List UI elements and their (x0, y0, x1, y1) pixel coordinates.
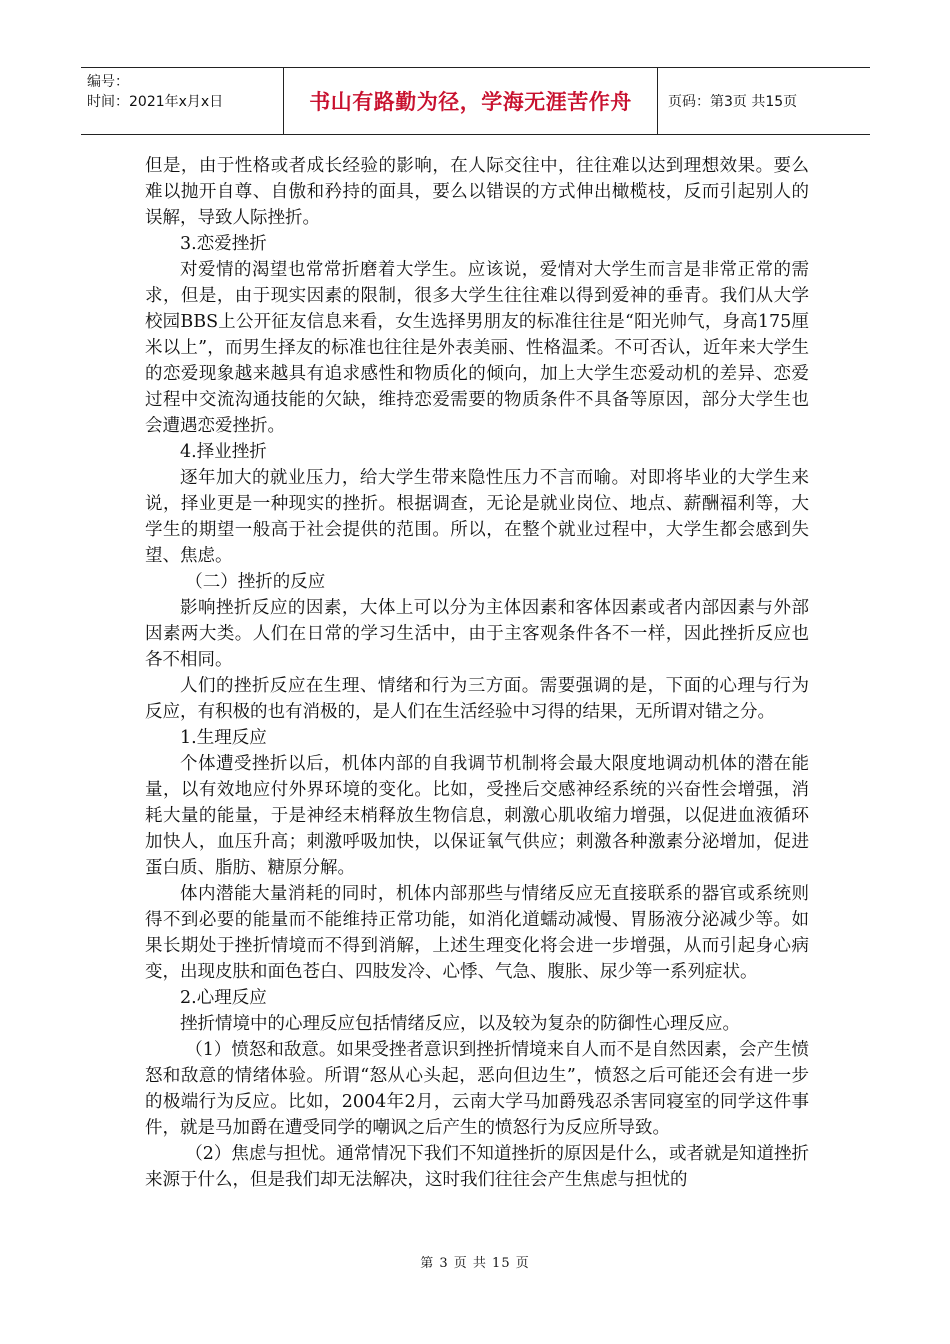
paragraph: 影响挫折反应的因素，大体上可以分为主体因素和客体因素或者内部因素与外部因素两大类。人们在日常的学习生活中，由于主客观条件各不一样，因此挫折反应也各不相同。 (145, 598, 809, 670)
header-page-info: 页码：第3页 共15页 (668, 94, 798, 110)
paragraph: 3.恋爱挫折 (180, 234, 267, 254)
page-header (81, 67, 870, 135)
paragraph: 逐年加大的就业压力，给大学生带来隐性压力不言而喻。对即将毕业的大学生来说，择业更是一种现实的挫折。根据调查，无论是就业岗位、地点、薪酬福利等，大学生的期望一般高于社会提供的范围。所以，在整个就业过程中，大学生都会感到失望、焦虑。 (145, 468, 809, 566)
header-meta (81, 68, 283, 134)
paragraph: 4.择业挫折 (180, 442, 267, 462)
document-body (145, 153, 809, 1193)
page-footer: 第 3 页 共 15 页 (420, 1256, 530, 1271)
paragraph: （1）愤怒和敌意。如果受挫者意识到挫折情境来自人而不是自然因素，会产生愤怒和敌意的情绪体验。所谓“怒从心头起，恶向但边生”，愤怒之后可能还会有进一步的极端行为反应。比如，2004年2月，云南大学马加爵残忍杀害同寝室的同学这件事件，就是马加爵在遭受同学的嘲讽之后产生的愤怒行为反应所导致。 (145, 1040, 809, 1138)
paragraph: 个体遭受挫折以后，机体内部的自我调节机制将会最大限度地调动机体的潜在能量，以有效地应付外界环境的变化。比如，受挫后交感神经系统的兴奋性会增强，消耗大量的能量，于是神经末梢释放生物信息，刺激心肌收缩力增强，以促进血液循环加快人，血压升高；刺激呼吸加快，以保证氧气供应；刺激各种激素分泌增加，促进蛋白质、脂肪、糖原分解。 (145, 754, 809, 878)
paragraph: 人们的挫折反应在生理、情绪和行为三方面。需要强调的是，下面的心理与行为反应，有积极的也有消极的，是人们在生活经验中习得的结果，无所谓对错之分。 (145, 676, 809, 722)
paragraph: 对爱情的渴望也常常折磨着大学生。应该说，爱情对大学生而言是非常正常的需求，但是，由于现实因素的限制，很多大学生往往难以得到爱神的垂青。我们从大学校园BBS上公开征友信息来看，女生选择男朋友的标准往往是“阳光帅气，身高175厘米以上”，而男生择友的标准也往往是外表美丽、性格温柔。不可否认，近年来大学生的恋爱现象越来越具有追求感性和物质化的倾向，加上大学生恋爱动机的差异、恋爱过程中交流沟通技能的欠缺，维持恋爱需要的物质条件不具备等原因，部分大学生也会遭遇恋爱挫折。 (145, 260, 809, 436)
paragraph: 挫折情境中的心理反应包括情绪反应，以及较为复杂的防御性心理反应。 (180, 1014, 740, 1034)
paragraph: 2.心理反应 (180, 988, 267, 1008)
paragraph: 但是，由于性格或者成长经验的影响，在人际交往中，往往难以达到理想效果。要么难以抛开自尊、自傲和矜持的面具，要么以错误的方式伸出橄榄枝，反而引起别人的误解，导致人际挫折。 (145, 156, 809, 228)
paragraph: （2）焦虑与担忧。通常情况下我们不知道挫折的原因是什么，或者就是知道挫折来源于什么，但是我们却无法解决，这时我们往往会产生焦虑与担忧的 (145, 1144, 809, 1190)
paragraph: 1.生理反应 (180, 728, 267, 748)
paragraph: （二）挫折的反应 (185, 572, 326, 592)
document-number-label: 编号： (87, 74, 129, 90)
document-date: 时间：2021年x月x日 (87, 94, 224, 110)
header-motto: 书山有路勤为径，学海无涯苦作舟 (283, 68, 658, 134)
paragraph: 体内潜能大量消耗的同时，机体内部那些与情绪反应无直接联系的器官或系统则得不到必要的能量而不能维持正常功能，如消化道蠕动减慢、胃肠液分泌减少等。如果长期处于挫折情境而不得到消解，上述生理变化将会进一步增强，从而引起身心病变，出现皮肤和面色苍白、四肢发冷、心悸、气急、腹胀、尿少等一系列症状。 (145, 884, 809, 982)
